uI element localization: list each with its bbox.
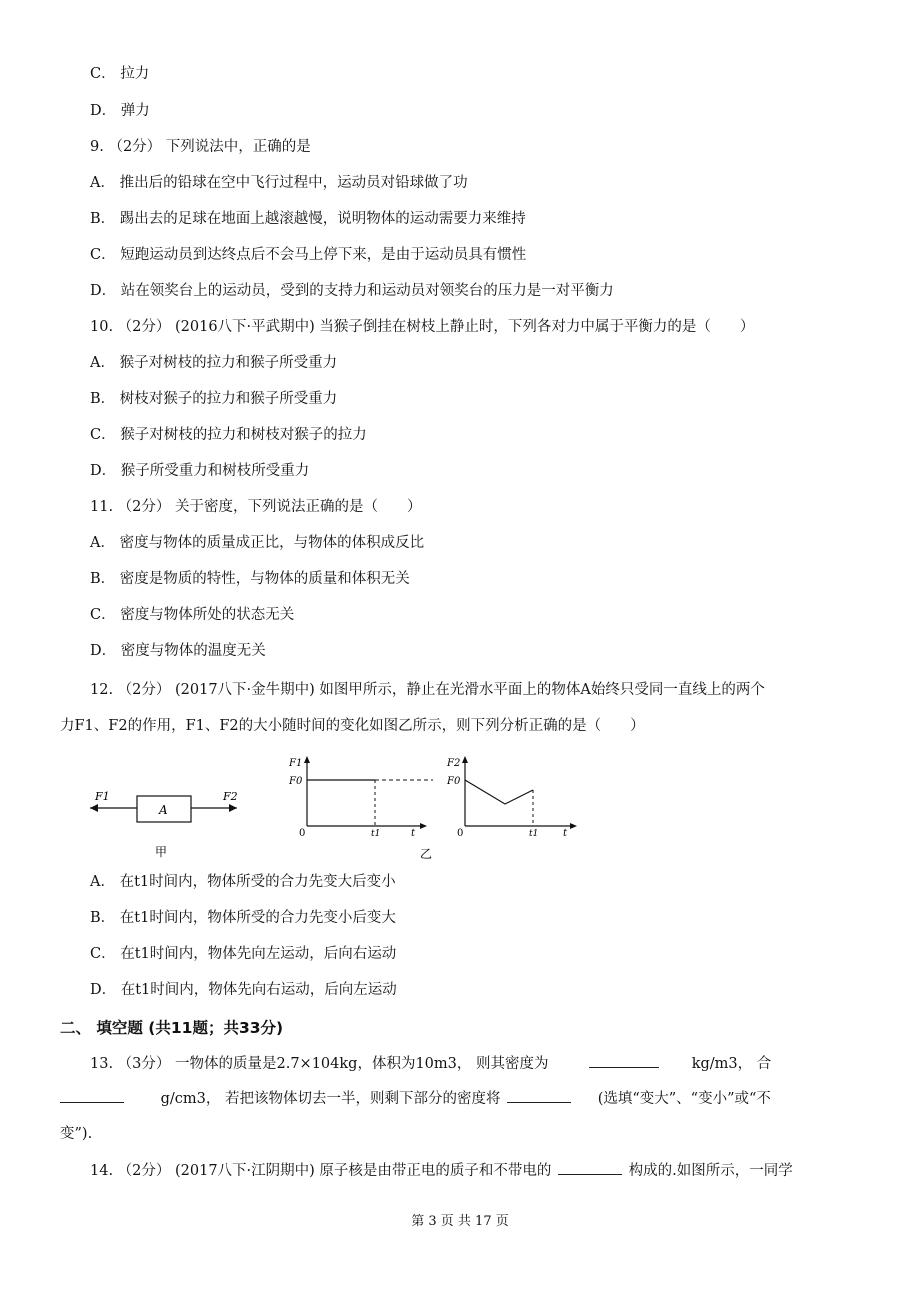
option-line: B． 密度是物质的特性，与物体的质量和体积无关 (90, 571, 410, 587)
option-line: C． 短跑运动员到达终点后不会马上停下来，是由于运动员具有惯性 (90, 247, 527, 263)
graph2-y-label: F2 (447, 758, 461, 769)
section-heading: 二、 填空题 (共11题；共33分) (60, 1019, 284, 1037)
graph2-origin: 0 (457, 828, 464, 839)
option-line: C． 在t1时间内，物体先向左运动，后向右运动 (90, 946, 397, 962)
option-line: C． 猴子对树枝的拉力和树枝对猴子的拉力 (90, 427, 367, 443)
option-line: A． 猴子对树枝的拉力和猴子所受重力 (90, 355, 338, 371)
block-label: A (159, 803, 168, 817)
graph-f2 (446, 756, 577, 839)
option-line: D． 站在领奖台上的运动员，受到的支持力和运动员对领奖台的压力是一对平衡力 (90, 283, 614, 299)
option-line: B． 树枝对猴子的拉力和猴子所受重力 (90, 391, 338, 407)
f1-label: F1 (95, 790, 110, 803)
question-9: 9. （2分） 下列说法中，正确的是 (90, 139, 311, 155)
graph1-t1: t1 (371, 829, 381, 839)
question-12: 12. （2分） (2017八下·金牛期中) 如图甲所示，静止在光滑水平面上的物体A始终只受同一直线上的两个 (90, 682, 765, 698)
q13-text: 13. （3分） 一物体的质量是2.7×104kg，体积为10m3， 则其密度为 (90, 1056, 549, 1072)
q14-text-cont: 构成的.如图所示，一同学 (628, 1163, 793, 1179)
question-13 (90, 1053, 771, 1074)
question-13-end: 变”). (60, 1126, 93, 1142)
answer-blank[interactable] (558, 1160, 622, 1175)
option-line: A． 密度与物体的质量成正比，与物体的体积成反比 (90, 535, 425, 551)
q14-text: 14. （2分） (2017八下·江阴期中) 原子核是由带正电的质子和不带电的 (90, 1163, 552, 1179)
f2-label: F2 (223, 790, 238, 803)
page-footer: 第 3 页 共 17 页 (411, 1214, 509, 1229)
graph-f1 (288, 756, 433, 861)
answer-blank[interactable] (507, 1088, 571, 1103)
graph1-y-label: F1 (289, 758, 303, 769)
force-figure (85, 748, 605, 868)
q13-tail: (选填“变大”、“变小”或“不 (597, 1091, 771, 1107)
answer-blank[interactable] (589, 1053, 659, 1068)
graph1-origin: 0 (299, 828, 306, 839)
option-line: B． 踢出去的足球在地面上越滚越慢，说明物体的运动需要力来维持 (90, 211, 526, 227)
caption-jia: 甲 (155, 845, 168, 859)
option-line: A． 在t1时间内，物体所受的合力先变大后变小 (90, 874, 396, 890)
graph2-t1: t1 (529, 829, 539, 839)
figure-jia (90, 790, 238, 859)
caption-yi: 乙 (420, 847, 433, 861)
question-12-cont: 力F1、F2的作用，F1、F2的大小随时间的变化如图乙所示，则下列分析正确的是（ ） (60, 718, 645, 734)
option-line: D． 密度与物体的温度无关 (90, 643, 266, 659)
graph1-f0: F0 (289, 776, 303, 787)
option-line: D． 在t1时间内，物体先向右运动，后向左运动 (90, 982, 397, 998)
question-14 (90, 1160, 793, 1181)
option-line: D． 弹力 (90, 103, 150, 119)
option-line: C． 拉力 (90, 66, 150, 82)
option-line: A． 推出后的铅球在空中飞行过程中，运动员对铅球做了功 (90, 175, 468, 191)
option-line: C． 密度与物体所处的状态无关 (90, 607, 295, 623)
graph2-f0: F0 (447, 776, 461, 787)
option-line: B． 在t1时间内，物体所受的合力先变小后变大 (90, 910, 396, 926)
q13-unit2: g/cm3， 若把该物体切去一半，则剩下部分的密度将 (160, 1091, 501, 1107)
option-line: D． 猴子所受重力和树枝所受重力 (90, 463, 310, 479)
question-13-cont (60, 1088, 771, 1109)
question-10: 10. （2分） (2016八下·平武期中) 当猴子倒挂在树枝上静止时，下列各对力中属于平衡力的是（ ） (90, 319, 755, 335)
graph2-t: t (563, 828, 568, 839)
q13-unit1: kg/m3， 合 (691, 1056, 772, 1072)
graph1-t: t (411, 828, 416, 839)
question-11: 11. （2分） 关于密度，下列说法正确的是（ ） (90, 499, 422, 515)
answer-blank[interactable] (60, 1088, 124, 1103)
